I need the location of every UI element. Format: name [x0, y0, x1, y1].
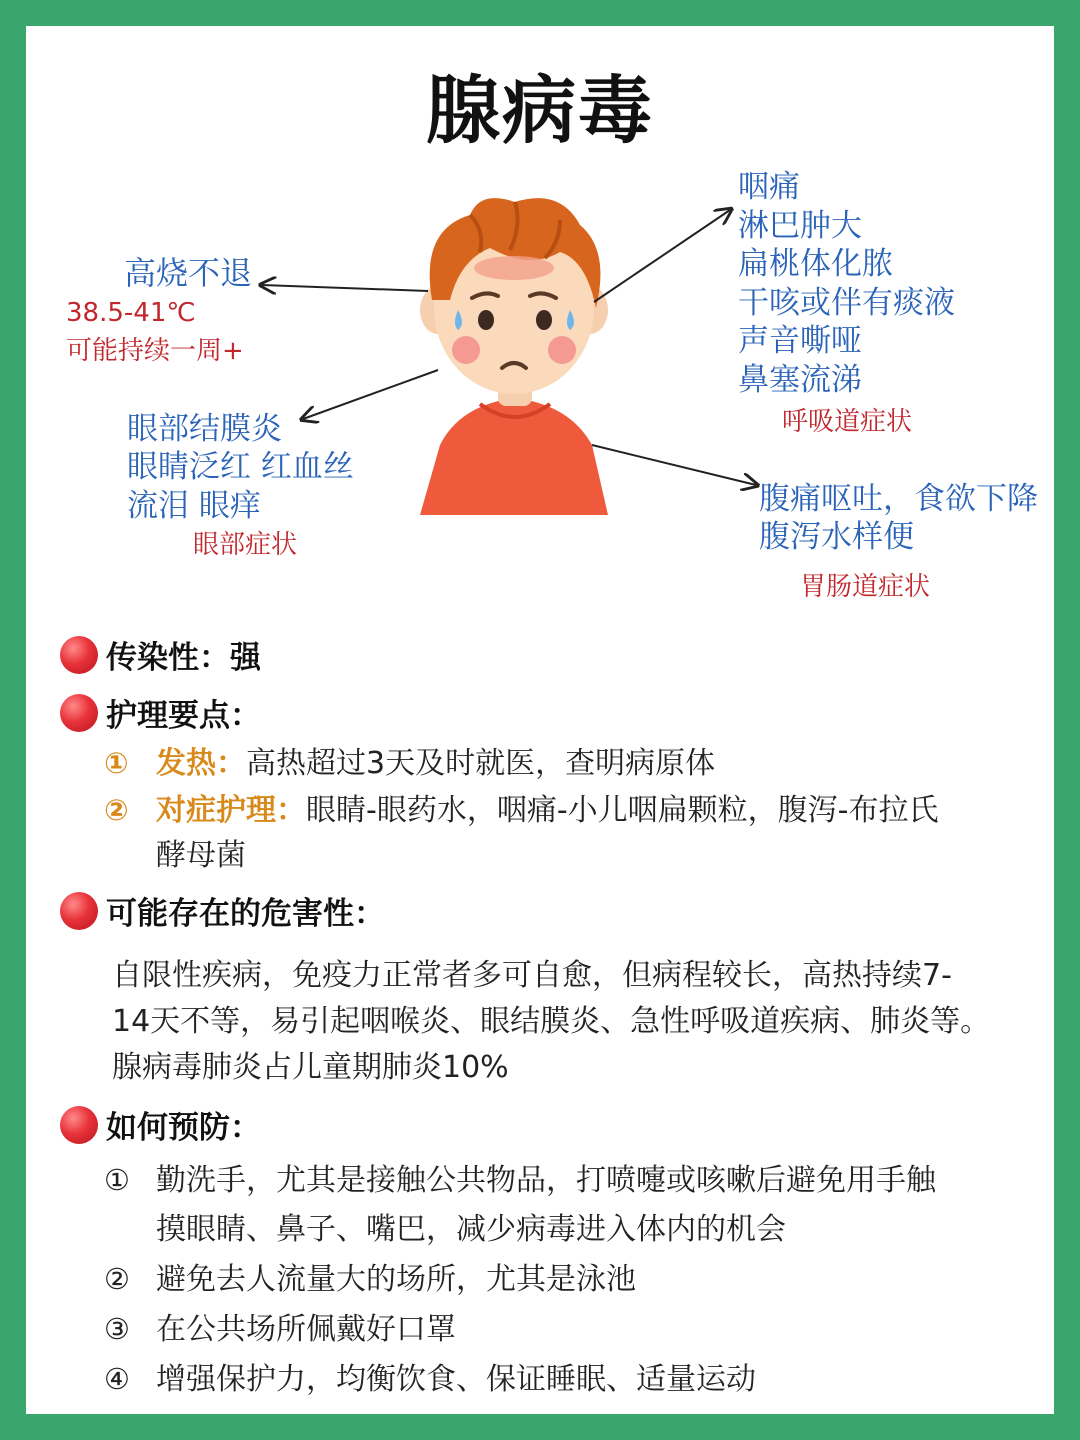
section-harm — [60, 888, 385, 933]
prevent-item-continuation: 摸眼睛、鼻子、嘴巴，减少病毒进入体内的机会 — [156, 1212, 786, 1247]
prevent-item-text: 增强保护力，均衡饮食、保证睡眠、适量运动 — [156, 1362, 756, 1397]
prevent-item — [104, 1254, 636, 1298]
symptom-respiratory-line: 淋巴肿大 — [738, 208, 862, 244]
item-number: ① — [104, 1163, 130, 1197]
respiratory-category: 呼吸道症状 — [782, 407, 913, 437]
item-number: ④ — [104, 1362, 130, 1396]
symptom-gi-line: 腹痛呕吐，食欲下降 — [759, 481, 1038, 517]
symptom-respiratory-line: 扁桃体化脓 — [738, 246, 893, 282]
gi-category: 胃肠道症状 — [800, 572, 931, 602]
section-heading: 护理要点： — [106, 698, 261, 734]
prevent-item — [104, 1354, 756, 1398]
symptom-eye-line: 流泪 眼痒 — [127, 488, 261, 524]
care-item-text: 高热超过3天及时就医，查明病原体 — [246, 746, 716, 781]
symptom-respiratory-line: 咽痛 — [738, 169, 800, 205]
symptom-respiratory-line: 干咳或伴有痰液 — [738, 285, 955, 321]
prevent-item-text: 避免去人流量大的场所，尤其是泳池 — [156, 1262, 636, 1297]
red-dot-icon — [60, 636, 98, 674]
section-prevent — [60, 1102, 261, 1147]
section-heading: 传染性：强 — [106, 640, 261, 676]
item-number: ③ — [104, 1312, 130, 1346]
care-item-continuation: 酵母菌 — [156, 838, 246, 873]
item-number: ② — [104, 793, 129, 827]
care-item-text: 眼睛-眼药水，咽痛-小儿咽扁颗粒，腹泻-布拉氏 — [306, 793, 939, 828]
care-item-label: 发热： — [156, 746, 246, 781]
care-item-label: 对症护理： — [156, 793, 306, 828]
eye-category: 眼部症状 — [193, 530, 298, 560]
red-dot-icon — [60, 694, 98, 732]
prevent-item-text: 在公共场所佩戴好口罩 — [156, 1312, 456, 1347]
symptom-respiratory-line: 鼻塞流涕 — [738, 362, 862, 398]
symptom-eye-line: 眼部结膜炎 — [127, 411, 282, 447]
page-title: 腺病毒 — [426, 68, 654, 154]
prevent-item — [104, 1304, 456, 1348]
symptom-gi-line: 腹泻水样便 — [759, 519, 914, 555]
red-dot-icon — [60, 1106, 98, 1144]
harm-line: 自限性疾病，免疫力正常者多可自愈，但病程较长，高热持续7- — [112, 958, 952, 993]
care-item — [104, 738, 715, 782]
item-number: ① — [104, 746, 129, 780]
section-heading: 可能存在的危害性： — [106, 896, 385, 932]
care-item — [104, 785, 938, 829]
sick-boy-icon — [410, 190, 630, 520]
section-care — [60, 690, 261, 735]
prevent-item-text: 勤洗手，尤其是接触公共物品，打喷嚏或咳嗽后避免用手触 — [156, 1163, 936, 1198]
symptom-eye-line: 眼睛泛红 红血丝 — [127, 449, 354, 485]
item-number: ② — [104, 1262, 130, 1296]
harm-line: 腺病毒肺炎占儿童期肺炎10% — [112, 1050, 509, 1085]
section-contagion — [60, 632, 261, 677]
harm-line: 14天不等，易引起咽喉炎、眼结膜炎、急性呼吸道疾病、肺炎等。 — [112, 1004, 991, 1039]
fever-duration: 可能持续一周+ — [66, 336, 244, 366]
symptom-fever-label: 高烧不退 — [124, 254, 253, 292]
section-heading: 如何预防： — [106, 1110, 261, 1146]
prevent-item — [104, 1155, 936, 1199]
symptom-respiratory-line: 声音嘶哑 — [738, 323, 862, 359]
red-dot-icon — [60, 892, 98, 930]
fever-temp: 38.5-41℃ — [66, 298, 196, 328]
